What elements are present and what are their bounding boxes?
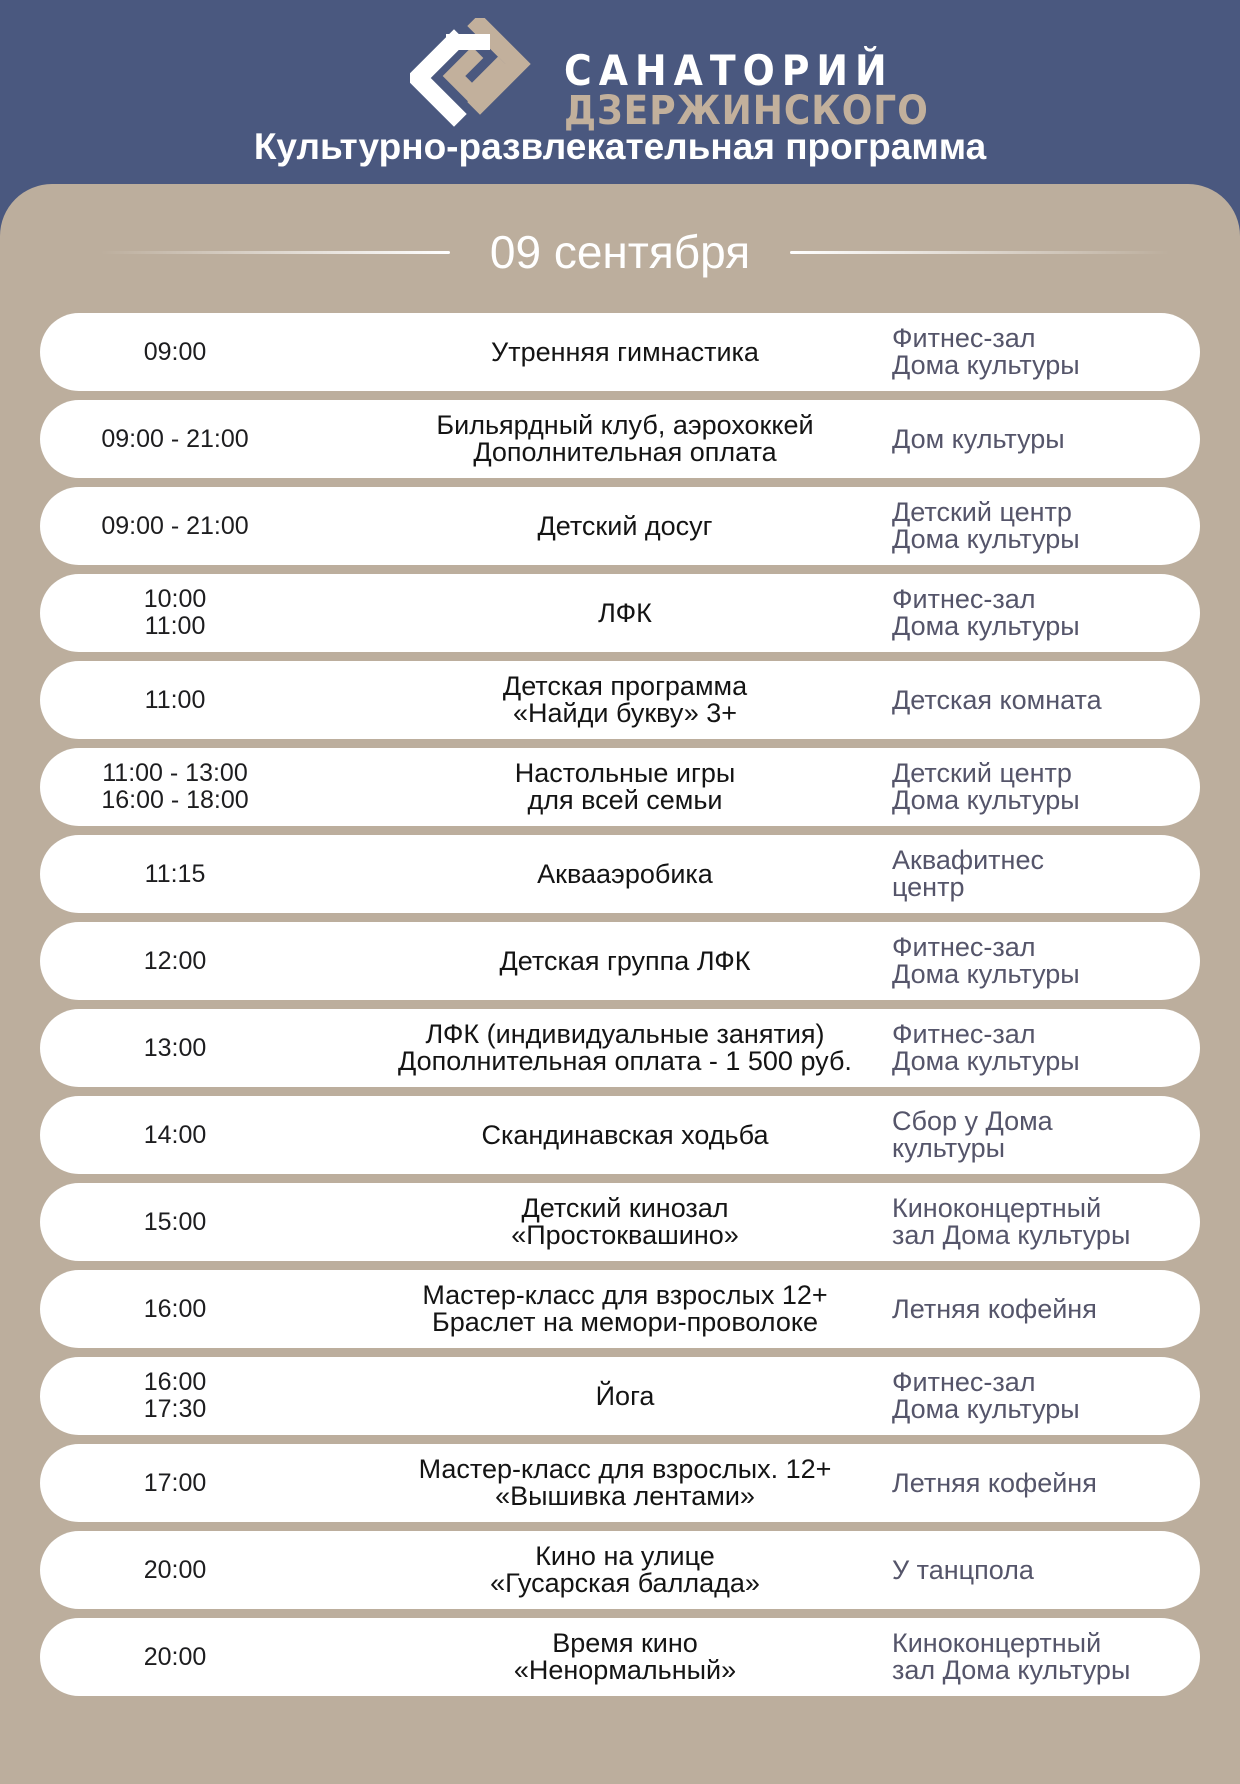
time-line: 12:00 [143, 946, 207, 975]
place-line: Летняя кофейня [892, 1467, 1097, 1498]
schedule-row [40, 1183, 1200, 1261]
time-cell [40, 1531, 310, 1609]
date-divider-right [790, 251, 1170, 254]
schedule-row [40, 1096, 1200, 1174]
schedule-row [40, 1009, 1200, 1087]
event-line: Браслет на мемори-проволоке [432, 1307, 818, 1337]
place-cell [892, 313, 1192, 391]
event-cell [310, 1096, 940, 1174]
place-cell [892, 1357, 1192, 1435]
logo-mark-icon [410, 18, 550, 128]
time-cell [40, 1444, 310, 1522]
time-line: 15:00 [143, 1207, 207, 1236]
place-cell [892, 1531, 1192, 1609]
event-cell [310, 1183, 940, 1261]
event-line: «Ненормальный» [513, 1655, 737, 1685]
time-cell [40, 1618, 310, 1696]
time-cell [40, 748, 310, 826]
event-line: Бильярдный клуб, аэрохоккей [436, 410, 814, 440]
place-line: Киноконцертный [892, 1628, 1102, 1658]
event-cell [310, 1357, 940, 1435]
time-cell [40, 1183, 310, 1261]
place-cell [892, 1444, 1192, 1522]
time-line: 16:00 - 18:00 [101, 786, 249, 814]
event-line: Детский кинозал [521, 1193, 729, 1223]
event-cell [310, 1618, 940, 1696]
place-cell [892, 835, 1192, 913]
schedule-row [40, 1618, 1200, 1696]
schedule-row [40, 835, 1200, 913]
sanatorium-logo [410, 18, 929, 134]
event-cell [310, 1270, 940, 1348]
event-cell [310, 835, 940, 913]
time-line: 11:00 [144, 612, 206, 640]
time-line: 20:00 [143, 1642, 207, 1671]
schedule-row [40, 1531, 1200, 1609]
place-line: Летняя кофейня [892, 1293, 1097, 1324]
event-cell [310, 1009, 940, 1087]
place-line: Дом культуры [892, 423, 1065, 454]
place-line: Сбор у Дома [892, 1106, 1053, 1136]
schedule-row [40, 400, 1200, 478]
event-line: Мастер-класс для взрослых. 12+ [418, 1454, 832, 1484]
place-line: Дома культуры [892, 1046, 1080, 1076]
schedule-row [40, 574, 1200, 652]
place-line: Фитнес-зал [892, 1367, 1036, 1397]
place-line: Детский центр [892, 497, 1072, 527]
event-line: Аквааэробика [537, 858, 713, 889]
place-cell [892, 922, 1192, 1000]
place-cell [892, 400, 1192, 478]
place-cell [892, 748, 1192, 826]
event-cell [310, 1444, 940, 1522]
logo-text-line1: САНАТОРИЙ [564, 46, 894, 95]
date-divider-left [100, 251, 450, 254]
time-cell [40, 1096, 310, 1174]
place-cell [892, 1270, 1192, 1348]
date-heading [0, 222, 1240, 282]
event-line: «Простоквашино» [511, 1220, 739, 1250]
event-line: Мастер-класс для взрослых 12+ [422, 1280, 828, 1310]
place-line: Дома культуры [892, 785, 1080, 815]
place-line: центр [892, 872, 965, 902]
time-line: 16:00 [143, 1294, 207, 1323]
event-line: Кино на улице [535, 1541, 715, 1571]
place-cell [892, 574, 1192, 652]
place-line: зал Дома культуры [892, 1220, 1131, 1250]
time-cell [40, 1357, 310, 1435]
place-cell [892, 661, 1192, 739]
event-cell [310, 748, 940, 826]
logo-text-line2: ДЗЕРЖИНСКОГО [564, 88, 929, 134]
place-line: зал Дома культуры [892, 1655, 1131, 1685]
place-cell [892, 1183, 1192, 1261]
place-line: Аквафитнес [892, 845, 1044, 875]
event-line: Скандинавская ходьба [481, 1119, 769, 1150]
event-line: Йога [595, 1380, 655, 1411]
event-line: Утренняя гимнастика [491, 336, 759, 367]
event-line: для всей семьи [527, 785, 723, 815]
place-line: Дома культуры [892, 524, 1080, 554]
place-line: культуры [892, 1133, 1006, 1163]
schedule-row [40, 922, 1200, 1000]
header [0, 0, 1240, 200]
event-line: Детский досуг [537, 510, 713, 541]
event-line: ЛФК [598, 597, 652, 628]
place-line: Детская комната [892, 684, 1102, 715]
time-line: 14:00 [143, 1120, 207, 1149]
time-cell [40, 1009, 310, 1087]
time-cell [40, 574, 310, 652]
time-line: 09:00 [143, 337, 207, 366]
event-cell [310, 313, 940, 391]
event-cell [310, 661, 940, 739]
place-line: Фитнес-зал [892, 932, 1036, 962]
time-cell [40, 1270, 310, 1348]
event-cell [310, 574, 940, 652]
event-line: «Гусарская баллада» [490, 1568, 760, 1598]
schedule-row [40, 748, 1200, 826]
place-line: Дома культуры [892, 350, 1080, 380]
time-line: 11:15 [144, 859, 206, 888]
event-cell [310, 1531, 940, 1609]
time-line: 11:00 - 13:00 [102, 759, 248, 787]
place-line: Фитнес-зал [892, 1019, 1036, 1049]
time-cell [40, 313, 310, 391]
time-line: 16:00 [143, 1368, 207, 1396]
schedule-row [40, 1444, 1200, 1522]
schedule-row [40, 1357, 1200, 1435]
event-cell [310, 400, 940, 478]
schedule-row [40, 1270, 1200, 1348]
time-cell [40, 400, 310, 478]
time-line: 11:00 [144, 685, 206, 714]
event-line: ЛФК (индивидуальные занятия) [425, 1019, 825, 1049]
schedule-row [40, 313, 1200, 391]
schedule-row [40, 487, 1200, 565]
event-line: Дополнительная оплата [473, 437, 777, 467]
event-line: Настольные игры [514, 758, 736, 788]
place-line: У танцпола [892, 1554, 1034, 1585]
place-line: Киноконцертный [892, 1193, 1102, 1223]
event-line: Детская программа [502, 671, 748, 701]
time-line: 09:00 - 21:00 [101, 511, 249, 540]
time-cell [40, 487, 310, 565]
event-line: «Вышивка лентами» [495, 1481, 755, 1511]
place-line: Дома культуры [892, 611, 1080, 641]
page-title: Культурно-развлекательная программа [253, 126, 987, 167]
event-line: Детская группа ЛФК [499, 945, 751, 976]
time-cell [40, 661, 310, 739]
place-cell [892, 1009, 1192, 1087]
time-line: 10:00 [143, 585, 207, 613]
time-line: 09:00 - 21:00 [101, 424, 249, 453]
place-line: Фитнес-зал [892, 323, 1036, 353]
schedule-row [40, 661, 1200, 739]
event-line: «Найди букву» 3+ [513, 698, 737, 728]
time-line: 17:00 [143, 1468, 207, 1497]
event-line: Дополнительная оплата - 1 500 руб. [398, 1046, 852, 1076]
time-line: 13:00 [143, 1033, 207, 1062]
schedule-list [40, 313, 1200, 1705]
place-line: Дома культуры [892, 959, 1080, 989]
place-cell [892, 1618, 1192, 1696]
place-cell [892, 1096, 1192, 1174]
place-line: Фитнес-зал [892, 584, 1036, 614]
date-label: 09 сентября [489, 226, 751, 278]
event-cell [310, 487, 940, 565]
event-line: Время кино [552, 1628, 698, 1658]
place-line: Детский центр [892, 758, 1072, 788]
place-cell [892, 487, 1192, 565]
time-line: 17:30 [143, 1395, 207, 1423]
event-cell [310, 922, 940, 1000]
time-line: 20:00 [143, 1555, 207, 1584]
place-line: Дома культуры [892, 1394, 1080, 1424]
time-cell [40, 922, 310, 1000]
time-cell [40, 835, 310, 913]
